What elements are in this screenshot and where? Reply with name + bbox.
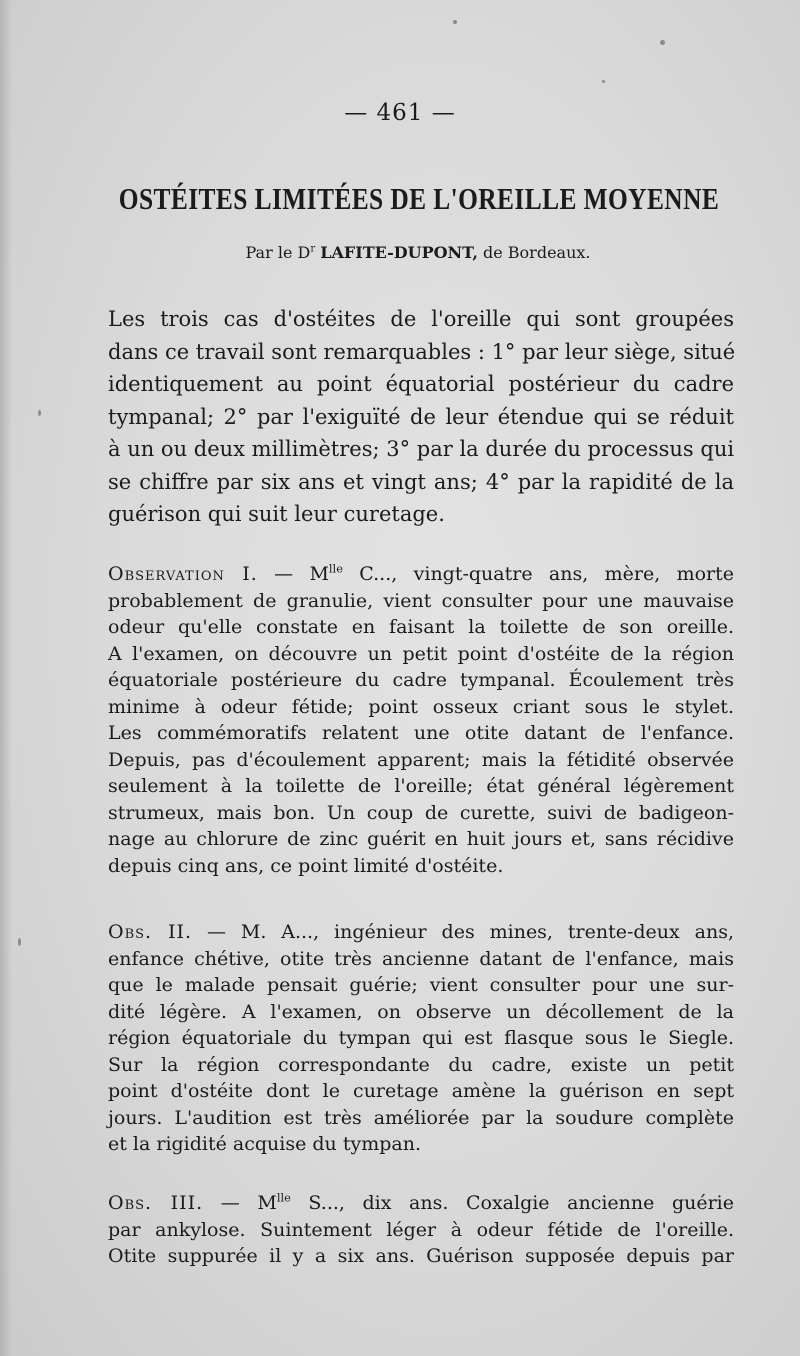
- intro-line: guérison qui suit leur curetage.: [108, 502, 445, 526]
- byline-prefix: Par le D: [245, 243, 311, 262]
- observation-1-line: Les commémoratifs relatent une otite datant de l'enfance.: [108, 722, 734, 744]
- observation-1-label: Observation I.: [108, 563, 258, 585]
- observation-2-line: dité légère. A l'examen, on observe un décollement de la: [108, 1000, 734, 1023]
- dust-speck: [18, 938, 21, 946]
- observation-1-line: seulement à la toilette de l'oreille; état général légèrement: [108, 775, 734, 797]
- observation-1-line: odeur qu'elle constate en faisant la toilette de son oreille.: [108, 616, 734, 638]
- observation-2-text: — M. A..., ingénieur des mines, trente-deux ans,: [192, 921, 734, 943]
- page-number: — 461 —: [344, 100, 456, 126]
- byline-suffix: de Bordeaux.: [482, 243, 591, 262]
- observation-3-paragraph: [108, 1190, 734, 1270]
- observation-2-line: jours. L'audition est très améliorée par la soudure complète: [108, 1106, 734, 1129]
- byline-author: LAFITE-DUPONT,: [320, 243, 478, 262]
- observation-3-prefix: — M: [203, 1192, 277, 1214]
- dust-speck: [453, 20, 457, 24]
- binding-shadow: [0, 0, 12, 1356]
- observation-1-line: minime à odeur fétide; point osseux criant sous le stylet.: [108, 695, 734, 718]
- observation-1-sup: lle: [328, 561, 343, 576]
- observation-1-line: A l'examen, on découvre un petit point d'ostéite de la région: [108, 642, 734, 665]
- observation-1-first-line: [108, 561, 734, 588]
- article-title: OSTÉITES LIMITÉES DE L'OREILLE MOYENNE: [118, 181, 720, 216]
- observation-2-line: que le malade pensait guérie; vient consulter pour une sur-: [108, 974, 734, 996]
- byline: [0, 243, 800, 262]
- observation-3-sup: lle: [276, 1190, 291, 1205]
- observation-1-line: depuis cinq ans, ce point limité d'ostéite.: [108, 854, 504, 877]
- observation-1-prefix: — M: [257, 563, 329, 585]
- intro-paragraph: [108, 303, 734, 531]
- observation-3-label: Obs. III.: [108, 1192, 204, 1214]
- intro-line: se chiffre par six ans et vingt ans; 4° par la rapidité de la: [108, 469, 734, 494]
- intro-line: à un ou deux millimètres; 3° par la durée du processus qui: [108, 437, 735, 461]
- dust-speck: [602, 80, 605, 83]
- intro-line: dans ce travail sont remarquables : 1° par leur siège, situé: [108, 339, 736, 364]
- intro-line: Les trois cas d'ostéites de l'oreille qui sont groupées: [108, 307, 734, 331]
- intro-line: tympanal; 2° par l'exiguïté de leur étendue qui se réduit: [108, 404, 734, 429]
- observation-2-first-line: [108, 919, 734, 946]
- observation-1-text: C..., vingt-quatre ans, mère, morte: [342, 563, 734, 585]
- byline-prefix-sup: r: [310, 243, 316, 255]
- observation-2-label: Obs. II.: [108, 921, 193, 943]
- observation-1-line: probablement de granulie, vient consulter pour une mauvaise: [108, 589, 734, 612]
- observation-1-paragraph: [108, 561, 734, 879]
- observation-3-line: Otite suppurée il y a six ans. Guérison supposée depuis par: [108, 1245, 734, 1267]
- observation-1-line: Depuis, pas d'écoulement apparent; mais la fétidité observée: [108, 748, 734, 771]
- observation-2-line: point d'ostéite dont le curetage amène la guérison en sept: [108, 1080, 734, 1102]
- intro-line: identiquement au point équatorial postérieur du cadre: [108, 372, 734, 396]
- observation-2-line: et la rigidité acquise du tympan.: [108, 1133, 421, 1155]
- dust-speck: [38, 410, 41, 416]
- observation-3-line: par ankylose. Suintement léger à odeur fétide de l'oreille.: [108, 1218, 734, 1241]
- observation-2-paragraph: [108, 919, 734, 1158]
- observation-2-line: enfance chétive, otite très ancienne datant de l'enfance, mais: [108, 947, 734, 970]
- observation-1-line: nage au chlorure de zinc guérit en huit jours et, sans récidive: [108, 828, 734, 850]
- observation-2-line: région équatoriale du tympan qui est flasque sous le Siegle.: [108, 1027, 734, 1049]
- observation-1-line: équatoriale postérieure du cadre tympanal. Écoulement très: [108, 669, 734, 691]
- observation-3-text: S..., dix ans. Coxalgie ancienne guérie: [290, 1192, 734, 1214]
- dust-speck: [660, 40, 665, 45]
- observation-3-first-line: [108, 1190, 734, 1217]
- observation-1-line: strumeux, mais bon. Un coup de curette, suivi de badigeon-: [108, 801, 734, 824]
- observation-2-line: Sur la région correspondante du cadre, existe un petit: [108, 1053, 734, 1076]
